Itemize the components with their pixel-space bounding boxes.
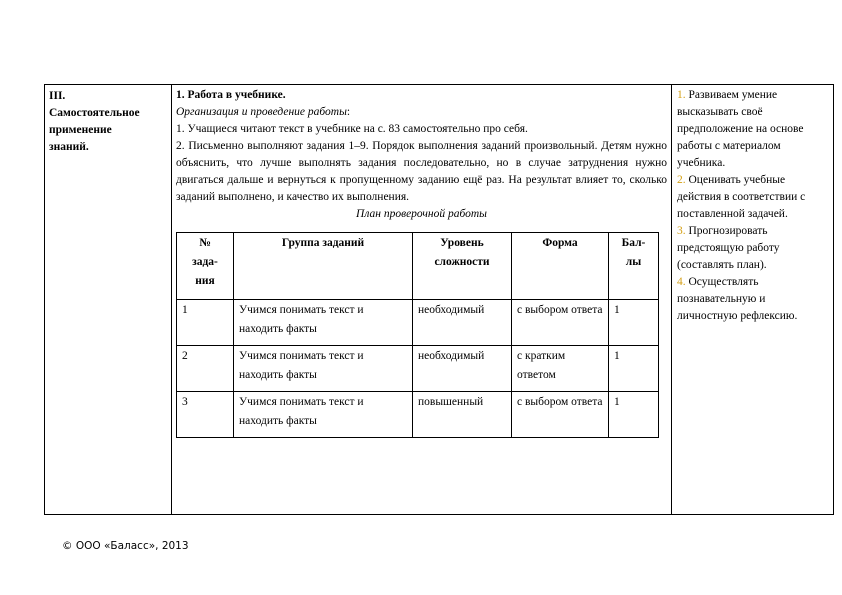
plan-table-header-row: [177, 233, 659, 300]
stage-name-line-2: применение: [49, 124, 112, 136]
header-group: Группа заданий: [234, 233, 413, 300]
row-group: Учимся понимать текст и находить факты: [234, 392, 413, 438]
outcome-text: Оценивать учебные действия в соответствии с поставленной задачей.: [677, 174, 806, 220]
outcome-number: 3.: [677, 225, 686, 237]
lesson-table: [44, 84, 834, 515]
header-points-line-1: Бал-: [621, 237, 646, 249]
stage-name-line-3: знаний.: [49, 141, 89, 153]
outcomes-cell: [672, 85, 833, 514]
outcome-text: Развиваем умение высказывать своё предположение на основе работы с материалом учебника.: [677, 89, 804, 169]
stage-cell: [45, 85, 172, 514]
outcome-number: 4.: [677, 276, 686, 288]
header-points: [609, 233, 659, 300]
table-row: [177, 392, 659, 438]
table-row: [177, 346, 659, 392]
stage-number: III.: [49, 90, 66, 102]
outcome-item: [677, 274, 828, 325]
work-subheading-line: [176, 104, 667, 121]
row-form: с кратким ответом: [512, 346, 609, 392]
work-heading: 1. Работа в учебнике.: [176, 89, 286, 101]
row-points: 1: [609, 300, 659, 346]
outcome-number: 1.: [677, 89, 686, 101]
outcome-number: 2.: [677, 174, 686, 186]
plan-table: [176, 232, 659, 438]
plan-title: План проверочной работы: [356, 208, 487, 220]
row-level: необходимый: [413, 300, 512, 346]
header-number-line-1: №: [199, 237, 211, 249]
row-group: Учимся понимать текст и находить факты: [234, 346, 413, 392]
work-subheading: Организация и проведение работы: [176, 106, 347, 118]
header-number-line-2: зада-: [192, 256, 218, 268]
outcome-text: Прогнозировать предстоящую работу (составлять план).: [677, 225, 780, 271]
outcome-item: [677, 172, 828, 223]
header-number: [177, 233, 234, 300]
row-points: 1: [609, 346, 659, 392]
row-form: с выбором ответа: [512, 300, 609, 346]
header-level: Уровень сложности: [413, 233, 512, 300]
row-number: 3: [177, 392, 234, 438]
header-points-line-2: лы: [625, 256, 642, 268]
work-subheading-colon: :: [346, 106, 351, 118]
header-number-line-3: ния: [195, 275, 215, 287]
row-level: повышенный: [413, 392, 512, 438]
stage-name-line-1: Самостоятельное: [49, 107, 140, 119]
row-form: с выбором ответа: [512, 392, 609, 438]
row-group: Учимся понимать текст и находить факты: [234, 300, 413, 346]
outcome-item: [677, 223, 828, 274]
outcome-item: [677, 87, 828, 172]
outcome-text: Осуществлять познавательную и личностную рефлексию.: [677, 276, 798, 322]
table-row: [177, 300, 659, 346]
work-cell: [172, 85, 672, 514]
copyright-footer: © ООО «Баласс», 2013: [62, 540, 189, 552]
row-points: 1: [609, 392, 659, 438]
row-number: 2: [177, 346, 234, 392]
row-number: 1: [177, 300, 234, 346]
work-paragraph-1: 1. Учащиеся читают текст в учебнике на с. 83 самостоятельно про себя.: [176, 123, 528, 135]
work-paragraph-2: 2. Письменно выполняют задания 1–9. Порядок выполнения заданий произвольный. Детям нужно объяснить, что лучше выполнять задания последовательно, но в случае затруднения нужно двигаться дальше и вернуться к пропущенному заданию ещё раз. На результат влияет то, сколько заданий выполнено, и качество их выполнения.: [176, 140, 667, 203]
header-form: Форма: [512, 233, 609, 300]
row-level: необходимый: [413, 346, 512, 392]
